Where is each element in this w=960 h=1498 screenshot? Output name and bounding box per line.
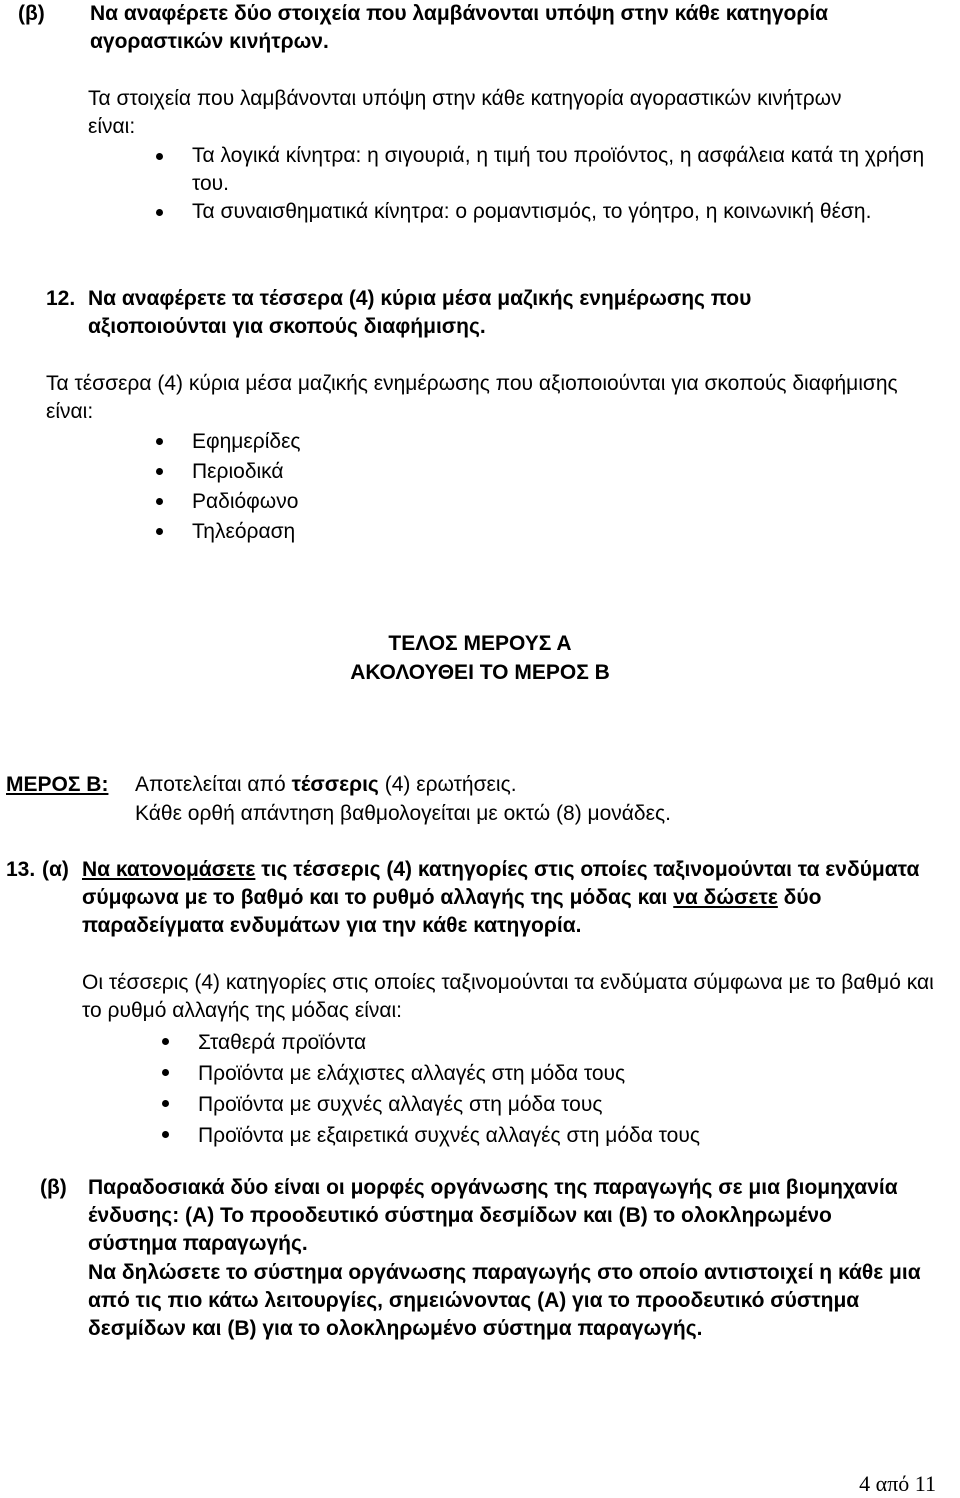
part-b-line1 bbox=[135, 771, 517, 799]
q13b-label: (β) bbox=[40, 1176, 67, 1199]
list-item: Ραδιόφωνο bbox=[192, 487, 792, 517]
q13a-question-u1: Να κατονομάσετε bbox=[82, 858, 256, 881]
list-item: Τα συναισθηματικά κίνητρα: ο ρομαντισμός, το γόητρο, η κοινωνική θέση. bbox=[192, 198, 952, 226]
list-item: Προϊόντα με εξαιρετικά συχνές αλλαγές στη μόδα τους bbox=[198, 1120, 918, 1151]
q11b-answer-intro: Τα στοιχεία που λαμβάνονται υπόψη στην κάθε κατηγορία αγοραστικών κινήτρων είναι: bbox=[88, 87, 842, 138]
list-item: Τηλεόραση bbox=[192, 517, 792, 547]
q12-bullet-list bbox=[192, 427, 792, 547]
q13a-label: (α) bbox=[42, 858, 69, 881]
q13a-question-u2: να δώσετε bbox=[673, 886, 778, 909]
q13a-question-end: δύο παραδείγματα ενδυμάτων για την κάθε κατηγορία. bbox=[82, 886, 822, 937]
part-b-line2: Κάθε ορθή απάντηση βαθμολογείται με οκτώ (8) μονάδες. bbox=[135, 802, 671, 825]
q12-number: 12. bbox=[46, 287, 76, 310]
part-b-label: ΜΕΡΟΣ Β: bbox=[6, 773, 109, 796]
q13a-question-mid: τις τέσσερις (4) κατηγορίες στις οποίες ταξινομούνται τα ενδύματα σύμφωνα με το βαθμό και το ρυθμό αλλαγής της μόδας και bbox=[82, 858, 920, 909]
q12-question: Να αναφέρετε τα τέσσερα (4) κύρια μέσα μαζικής ενημέρωσης που αξιοποιούνται για σκοπούς διαφήμισης. bbox=[88, 287, 752, 338]
q11b-bullet-list bbox=[192, 142, 952, 226]
q11b-question: Να αναφέρετε δύο στοιχεία που λαμβάνονται υπόψη στην κάθε κατηγορία αγοραστικών κινήτρων. bbox=[90, 2, 829, 53]
part-b-line1-post: (4) ερωτήσεις. bbox=[384, 773, 517, 796]
q13a-answer-intro: Οι τέσσερις (4) κατηγορίες στις οποίες ταξινομούνται τα ενδύματα σύμφωνα με το βαθμό και το ρυθμό αλλαγής της μόδας είναι: bbox=[82, 971, 934, 1022]
section-end-line1: ΤΕΛΟΣ ΜΕΡΟΥΣ Α bbox=[388, 632, 572, 655]
part-b-line1-pre: Αποτελείται από bbox=[135, 773, 286, 796]
list-item: Σταθερά προϊόντα bbox=[198, 1027, 918, 1058]
q13a-question bbox=[82, 856, 956, 940]
list-item: Προϊόντα με ελάχιστες αλλαγές στη μόδα τους bbox=[198, 1058, 918, 1089]
page-number: 4 από 11 bbox=[859, 1471, 936, 1496]
q11b-label: (β) bbox=[18, 2, 45, 25]
q13-number: 13. bbox=[6, 858, 36, 881]
q13b-para2: Να δηλώσετε το σύστημα οργάνωσης παραγωγής στο οποίο αντιστοιχεί η κάθε μια από τις πιο κάτω λειτουργίες, σημειώνοντας (Α) για το προοδευτικό σύστημα δεσμίδων και (Β) για το ολοκληρωμένο σύστημα παραγωγής. bbox=[88, 1261, 921, 1340]
list-item: Περιοδικά bbox=[192, 457, 792, 487]
q13b-para1: Παραδοσιακά δύο είναι οι μορφές οργάνωσης της παραγωγής σε μια βιομηχανία ένδυσης: (Α) Το προοδευτικό σύστημα δεσμίδων και (Β) το ολοκληρωμένο σύστημα παραγωγής. bbox=[88, 1176, 898, 1255]
q12-answer-intro: Τα τέσσερα (4) κύρια μέσα μαζικής ενημέρωσης που αξιοποιούνται για σκοπούς διαφήμισης είναι: bbox=[46, 372, 898, 423]
list-item: Τα λογικά κίνητρα: η σιγουριά, η τιμή του προϊόντος, η ασφάλεια κατά τη χρήση του. bbox=[192, 142, 952, 198]
list-item: Εφημερίδες bbox=[192, 427, 792, 457]
section-end-line2: ΑΚΟΛΟΥΘΕΙ ΤΟ ΜΕΡΟΣ Β bbox=[350, 661, 610, 684]
q13a-bullet-list bbox=[198, 1027, 918, 1151]
list-item: Προϊόντα με συχνές αλλαγές στη μόδα τους bbox=[198, 1089, 918, 1120]
part-b-line1-bold: τέσσερις bbox=[291, 773, 379, 796]
